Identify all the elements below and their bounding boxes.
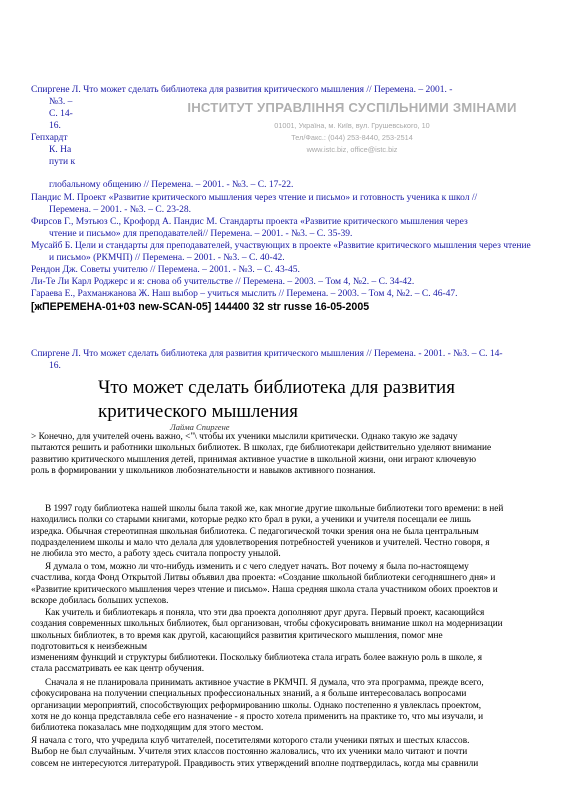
paragraph: Я начала с того, что учредила клуб читателей, посетителями которого стали ученики пятых и шестых классов. Выбор не был случайным. Учителя этих классов постоянно жаловались, что их ученики мало читают и почти совсем не интересуются литературой. Правдивость этих утверждений вполне подтвердилась, когда мы сравнили [31, 736, 479, 769]
top-ref-frag: пути к [49, 157, 76, 167]
top-ref-frag: С. 14- [49, 109, 73, 119]
institute-web: www.istc.biz, office@istc.biz [306, 145, 398, 154]
paragraph: Сначала я не планировала принимать активное участие в РКМЧП. Я думала, что эта программа, прежде всего, сфокусирована на получении специальных профессиональных знаний, а я больше интересовалась вопросами организации мероприятий, способствующих реформированию школы. Однако постепенно я увлеклась проектом, хотя не до конца представляла себе его назначение - я просто хотела применить на практике то, что мы изучали, и библиотека показалась мне подходящим для этого местом. [31, 678, 484, 734]
reference-item[interactable]: Гараева Е., Рахманжанова Ж. Наш выбор – учиться мыслить // Перемена. – 2003. – Том 4, №2. – С. 46-47. [31, 289, 458, 299]
article-author: Лайма Спиргене [170, 422, 230, 432]
paragraph: В 1997 году библиотека нашей школы была такой же, как многие другие школьные библиотеки того времени: в ней находились полки со старыми книгами, которые редко кто брал в руки, а ученики и учителя посещали ее лишь изредка. Обычная стереотипная школьная библиотека. С педагогической точки зрения она не была центральным подразделением школы и мало что делала для удовлетворения потребностей учеников и учителей. Честно говоря, я не любила это место, а работу здесь считала попросту унылой. [31, 504, 504, 560]
paragraph: Я думала о том, можно ли что-нибудь изменить и с чего следует начать. Вот почему я была по-настоящему счастлива, когда Фонд Открытой Литвы объявил два проекта: «Создание школьной библиотеки сегодняшнего дня» и «Развитие критического мышления через чтение и письмо». Наша средняя школа стала участником обоих проектов и вскоре добилась больших успехов. [31, 562, 498, 606]
top-ref-line1[interactable]: Спиргене Л. Что может сделать библиотека для развития критического мышления // Перемена. – 2001. - [31, 85, 453, 95]
top-ref-frag: глобальному общению // Перемена. – 2001. - №3. – С. 17-22. [49, 180, 294, 190]
paragraph: > Конечно, для учителей очень важно, <"\ чтобы их ученики мыслили критически. Однако такую же задачу пытаются решить и работники школьных библиотек. В школах, где библиотекари действительно уделяют внимание развитию критического мышления детей, принимая активное участие в школьной жизни, они играют ключевую роль в формировании у школьников любознательности и навыков активного познания. [31, 432, 492, 476]
reference-item[interactable]: Ли-Те Ли Карл Роджерс и я: снова об учительстве // Перемена. – 2003. – Том 4, №2. – С. 34-42. [31, 277, 415, 287]
institute-phone: Тел/Факс.: (044) 253-8440, 253-2514 [291, 133, 413, 142]
paragraph: Как учитель и библиотекарь я поняла, что эти два проекта дополняют друг друга. Первый проект, касающийся создания современных школьных библиотек, был организован, чтобы сфокусировать внимание школ на модернизации школьных библиотек, в то время как другой, касающийся развития критического мышления, помог мне подготовиться к неизбежным изменениям функций и структуры библиотеки. Поскольку библиотека стала играть более важную роль в школе, я стала рассматривать ее как центр обучения. [31, 608, 503, 675]
top-ref-frag: №3. – [49, 97, 73, 107]
top-ref-frag: 16. [49, 121, 61, 131]
article-title: Что может сделать библиотека для развития критического мышления [98, 377, 455, 422]
reference-item[interactable]: Фирсов Г., Мэтьюз С., Крофорд А. Пандис М. Стандарты проекта «Развитие критического мышления через чтение и письмо» для преподавателей// Перемена. – 2001. - №3. – С. 35-39. [31, 217, 468, 239]
top-ref-frag: К. На [49, 145, 72, 155]
institute-name: ІНСТИТУТ УПРАВЛІННЯ СУСПІЛЬНИМИ ЗМІНАМИ [187, 100, 517, 115]
reference-item[interactable]: Пандис М. Проект «Развитие критического мышления через чтение и письмо» и готовность ученика к школ // Перемена. – 2001. - №3. – С. 23-28. [31, 193, 478, 215]
reference-item[interactable]: Рендон Дж. Советы учителю // Перемена. – 2001. - №3. – С. 43-45. [31, 265, 300, 275]
second-reference[interactable]: Спиргене Л. Что может сделать библиотека для развития критического мышления // Перемена. - 2001. - №3. – С. 14- 16. [31, 349, 503, 371]
institute-address: 01001, Україна, м. Київ, вул. Грушевського, 10 [274, 121, 430, 130]
top-ref-frag[interactable]: Гепхардт [31, 133, 68, 143]
preprint-line: [жПЕРЕМЕНА-01+03 new-SCAN-05] 144400 32 str russe 16-05-2005 [31, 301, 370, 313]
reference-item[interactable]: Мусайб Б. Цели и стандарты для преподавателей, участвующих в проекте «Развитие критического мышления через чтение и письмо» (РКМЧП) // Перемена. – 2001. - №3. – С. 40-42. [31, 241, 531, 263]
